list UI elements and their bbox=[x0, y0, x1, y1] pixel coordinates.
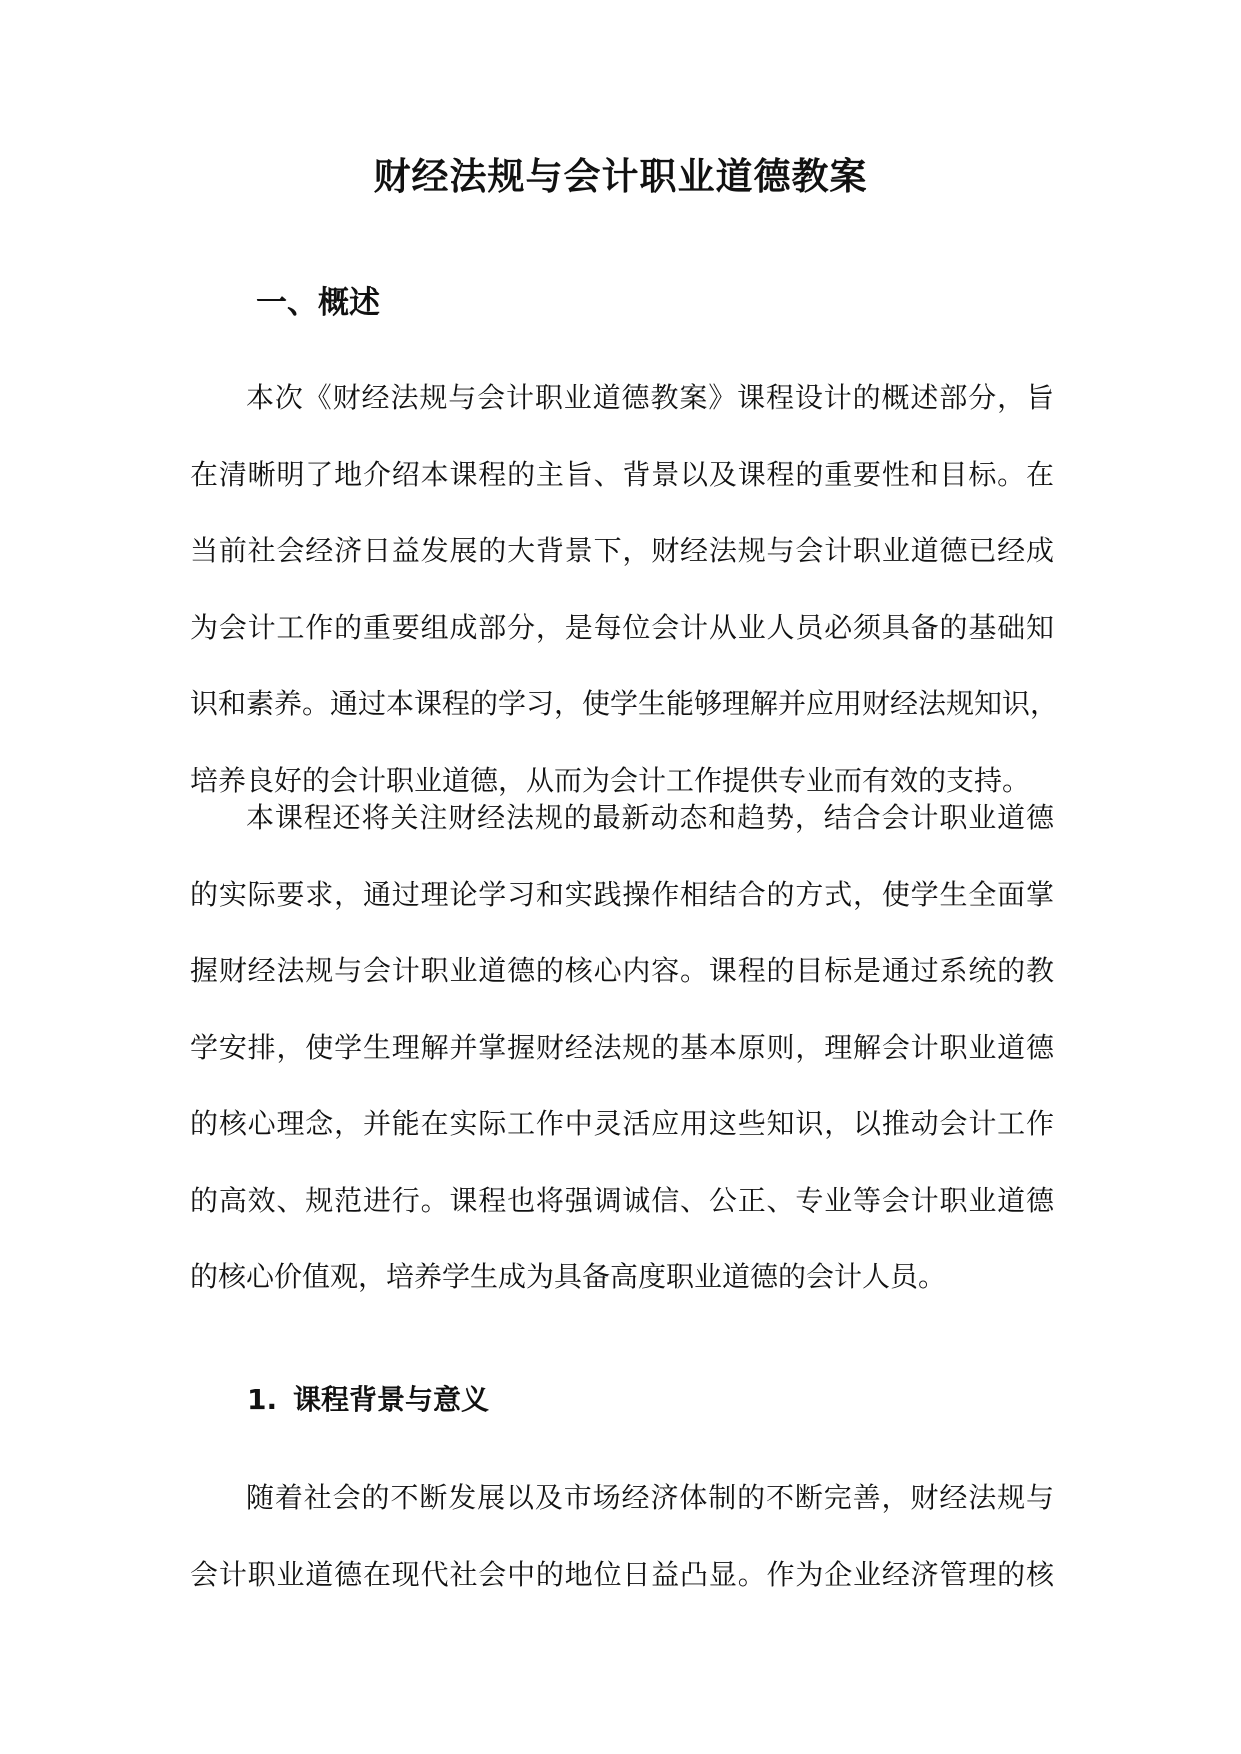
subsection-heading-background bbox=[247, 1375, 489, 1425]
text-line: 学安排，使学生理解并掌握财经法规的基本原则，理解会计职业道德 bbox=[190, 1030, 1054, 1064]
text-line: 的核心价值观，培养学生成为具备高度职业道德的会计人员。 bbox=[190, 1260, 947, 1293]
text-line: 为会计工作的重要组成部分，是每位会计从业人员必须具备的基础知 bbox=[190, 610, 1054, 644]
subsection-title: 课程背景与意义 bbox=[293, 1383, 490, 1416]
text-line: 培养良好的会计职业道德，从而为会计工作提供专业而有效的支持。 bbox=[190, 763, 1031, 797]
document-title: 财经法规与会计职业道德教案 bbox=[373, 154, 868, 198]
overview-paragraph-2 bbox=[190, 780, 1054, 1316]
background-paragraph-1 bbox=[190, 1460, 1054, 1613]
text-line: 识和素养。通过本课程的学习，使学生能够理解并应用财经法规知识， bbox=[190, 687, 1059, 720]
text-line: 握财经法规与会计职业道德的核心内容。课程的目标是通过系统的教 bbox=[190, 954, 1054, 987]
subsection-number: 1. bbox=[247, 1383, 278, 1416]
text-line: 随着社会的不断发展以及市场经济体制的不断完善，财经法规与 bbox=[246, 1481, 1054, 1514]
text-line: 在清晰明了地介绍本课程的主旨、背景以及课程的重要性和目标。在 bbox=[190, 457, 1054, 491]
text-line: 本课程还将关注财经法规的最新动态和趋势，结合会计职业道德 bbox=[246, 801, 1054, 834]
overview-paragraph-1 bbox=[190, 360, 1059, 819]
text-line: 当前社会经济日益发展的大背景下，财经法规与会计职业道德已经成 bbox=[190, 534, 1054, 567]
text-line: 会计职业道德在现代社会中的地位日益凸显。作为企业经济管理的核 bbox=[190, 1557, 1054, 1591]
text-line: 的实际要求，通过理论学习和实践操作相结合的方式，使学生全面掌 bbox=[190, 877, 1054, 911]
text-line: 的高效、规范进行。课程也将强调诚信、公正、专业等会计职业道德 bbox=[190, 1183, 1054, 1217]
text-line: 的核心理念，并能在实际工作中灵活应用这些知识，以推动会计工作 bbox=[190, 1107, 1054, 1140]
section-heading-overview: 一、概述 bbox=[256, 285, 380, 321]
text-line: 本次《财经法规与会计职业道德教案》课程设计的概述部分，旨 bbox=[246, 381, 1054, 414]
